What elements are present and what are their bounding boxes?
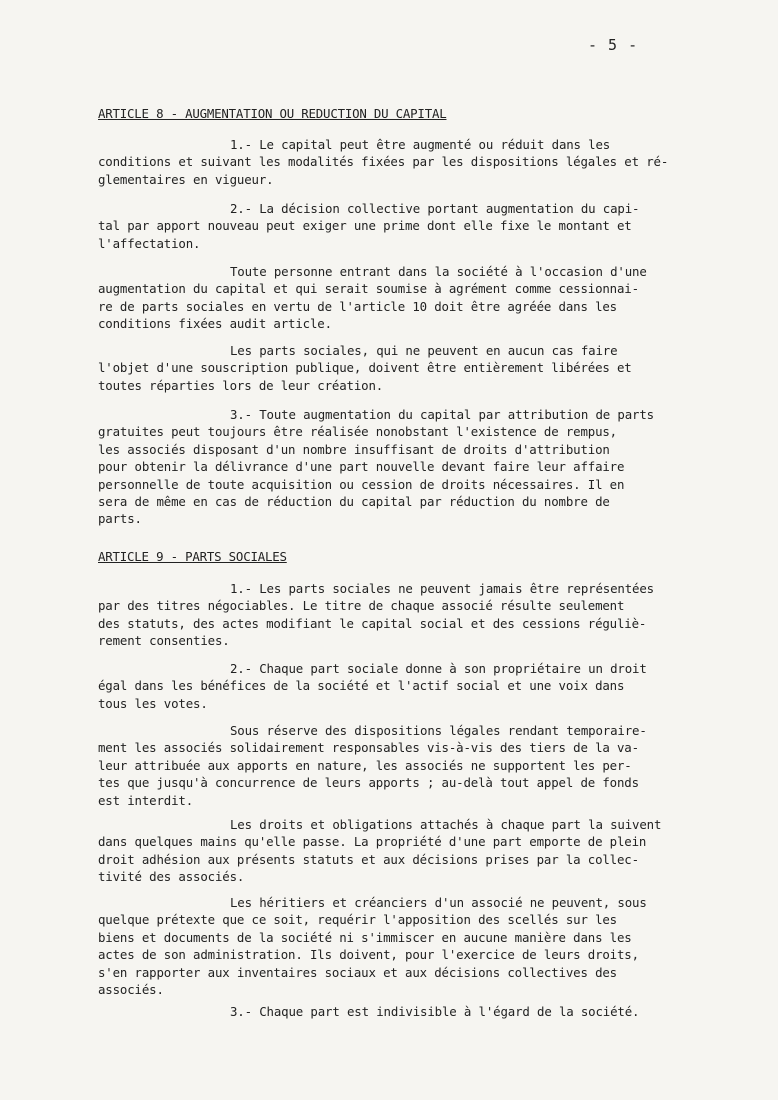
text-line: Toute personne entrant dans la société à l'occasion d'une xyxy=(230,264,647,279)
text-line: actes de son administration. Ils doivent, pour l'exercice de leurs droits, xyxy=(98,947,639,963)
text-line: 1.- Les parts sociales ne peuvent jamais être représentées xyxy=(230,581,654,596)
article-heading: ARTICLE 8 - AUGMENTATION OU REDUCTION DU CAPITAL xyxy=(98,106,447,121)
text-line: Les parts sociales, qui ne peuvent en aucun cas faire xyxy=(230,343,618,358)
text-line: glementaires en vigueur. xyxy=(98,171,274,187)
text-line: leur attribuée aux apports en nature, les associés ne supportent les per- xyxy=(98,757,632,773)
text-line: est interdit. xyxy=(98,792,194,808)
paragraph xyxy=(98,263,678,333)
paragraph xyxy=(98,1003,678,1020)
text-line: tal par apport nouveau peut exiger une prime dont elle fixe le montant et xyxy=(98,218,632,234)
text-line: 3.- Toute augmentation du capital par attribution de parts xyxy=(230,407,654,422)
paragraph xyxy=(98,816,678,886)
text-line: associés. xyxy=(98,982,164,998)
text-line: Les héritiers et créanciers d'un associé ne peuvent, sous xyxy=(230,895,647,910)
text-line: l'objet d'une souscription publique, doivent être entièrement libérées et xyxy=(98,360,632,376)
text-line: 1.- Le capital peut être augmenté ou réduit dans les xyxy=(230,137,611,152)
text-line: pour obtenir la délivrance d'une part nouvelle devant faire leur affaire xyxy=(98,459,625,475)
text-line: 3.- Chaque part est indivisible à l'égard de la société. xyxy=(230,1004,640,1019)
text-line: personnelle de toute acquisition ou cession de droits nécessaires. Il en xyxy=(98,476,625,492)
text-line: l'affectation. xyxy=(98,235,201,251)
text-line: des statuts, des actes modifiant le capital social et des cessions réguliè- xyxy=(98,615,647,631)
text-line: re de parts sociales en vertu de l'article 10 doit être agréée dans les xyxy=(98,298,617,314)
text-line: tes que jusqu'à concurrence de leurs apports ; au-delà tout appel de fonds xyxy=(98,775,639,791)
text-line: gratuites peut toujours être réalisée nonobstant l'existence de rempus, xyxy=(98,424,617,440)
paragraph xyxy=(98,660,678,712)
text-line: rement consenties. xyxy=(98,633,230,649)
paragraph xyxy=(98,580,678,650)
text-line: parts. xyxy=(98,511,142,527)
text-line: tivité des associés. xyxy=(98,869,245,885)
text-line: les associés disposant d'un nombre insuffisant de droits d'attribution xyxy=(98,441,610,457)
text-line: ment les associés solidairement responsables vis-à-vis des tiers de la va- xyxy=(98,740,639,756)
text-line: toutes réparties lors de leur création. xyxy=(98,377,384,393)
text-line: sera de même en cas de réduction du capital par réduction du nombre de xyxy=(98,494,610,510)
text-line: dans quelques mains qu'elle passe. La propriété d'une part emporte de plein xyxy=(98,834,647,850)
text-line: égal dans les bénéfices de la société et l'actif social et une voix dans xyxy=(98,678,625,694)
text-line: 2.- Chaque part sociale donne à son propriétaire un droit xyxy=(230,661,647,676)
paragraph xyxy=(98,136,678,188)
text-line: augmentation du capital et qui serait soumise à agrément comme cessionnai- xyxy=(98,281,639,297)
text-line: Les droits et obligations attachés à chaque part la suivent xyxy=(230,817,662,832)
text-line: conditions fixées audit article. xyxy=(98,316,332,332)
text-line: 2.- La décision collective portant augmentation du capi- xyxy=(230,201,640,216)
text-line: biens et documents de la société ni s'immiscer en aucune manière dans les xyxy=(98,929,632,945)
paragraph xyxy=(98,722,678,809)
paragraph xyxy=(98,342,678,394)
text-line: par des titres négociables. Le titre de chaque associé résulte seulement xyxy=(98,598,625,614)
text-line: conditions et suivant les modalités fixées par les dispositions légales et ré- xyxy=(98,154,669,170)
text-line: s'en rapporter aux inventaires sociaux et aux décisions collectives des xyxy=(98,964,617,980)
paragraph xyxy=(98,200,678,252)
text-line: droit adhésion aux présents statuts et aux décisions prises par la collec- xyxy=(98,851,639,867)
text-line: quelque prétexte que ce soit, requérir l'apposition des scellés sur les xyxy=(98,912,617,928)
paragraph xyxy=(98,894,678,998)
page-number: - 5 - xyxy=(588,36,639,54)
paragraph xyxy=(98,406,678,528)
text-line: Sous réserve des dispositions légales rendant temporaire- xyxy=(230,723,647,738)
article-heading: ARTICLE 9 - PARTS SOCIALES xyxy=(98,549,287,564)
text-line: tous les votes. xyxy=(98,695,208,711)
